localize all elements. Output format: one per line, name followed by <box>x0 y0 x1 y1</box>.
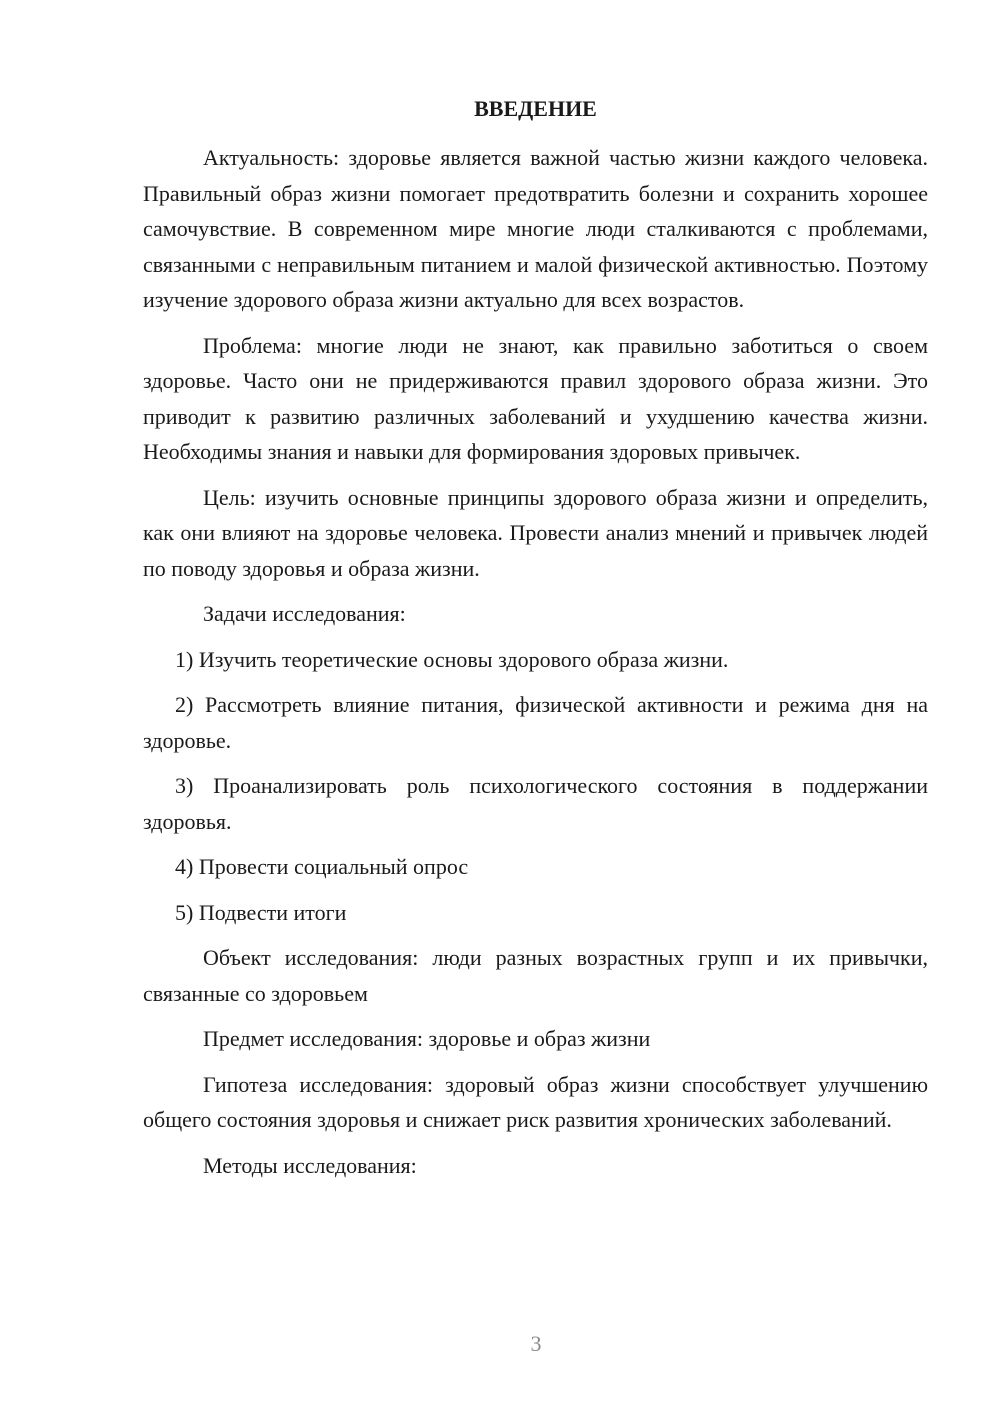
paragraph-object: Объект исследования: люди разных возрастных групп и их привычки, связанные со здоровьем <box>143 945 928 1006</box>
task-item-3: 3) Проанализировать роль психологического состояния в поддержании здоровья. <box>143 773 928 834</box>
page-number: 3 <box>530 1331 542 1356</box>
methods-heading: Методы исследования: <box>203 1152 417 1178</box>
task-item-2: 2) Рассмотреть влияние питания, физической активности и режима дня на здоровье. <box>143 692 928 753</box>
tasks-heading: Задачи исследования: <box>203 601 406 626</box>
paragraph-goal: Цель: изучить основные принципы здорового образа жизни и определить, как они влияют на здоровье человека. Провести анализ мнений и привычек людей по поводу здоровья и образа жизни. <box>143 484 928 581</box>
task-item-1: 1) Изучить теоретические основы здорового образа жизни. <box>175 646 729 672</box>
task-item-5: 5) Подвести итоги <box>175 899 347 925</box>
paragraph-relevance: Актуальность: здоровье является важной частью жизни каждого человека. Правильный образ жизни помогает предотвратить болезни и сохранить хорошее самочувствие. В современном мире многие люди сталкиваются с проблемами, связанными с неправильным питанием и малой физической активностью. Поэтому изучение здорового образа жизни актуально для всех возрастов. <box>143 145 928 312</box>
paragraph-hypothesis: Гипотеза исследования: здоровый образ жизни способствует улучшению общего состояния здоровья и снижает риск развития хронических заболеваний. <box>143 1071 928 1132</box>
page-title: ВВЕДЕНИЕ <box>474 96 597 121</box>
page-content <box>143 94 928 1193</box>
paragraph-subject: Предмет исследования: здоровье и образ жизни <box>203 1026 651 1051</box>
paragraph-problem: Проблема: многие люди не знают, как правильно заботиться о своем здоровье. Часто они не придерживаются правил здорового образа жизни. Это приводит к развитию различных заболеваний и ухудшению качества жизни. Необходимы знания и навыки для формирования здоровых привычек. <box>143 332 928 464</box>
task-item-4: 4) Провести социальный опрос <box>175 854 469 879</box>
